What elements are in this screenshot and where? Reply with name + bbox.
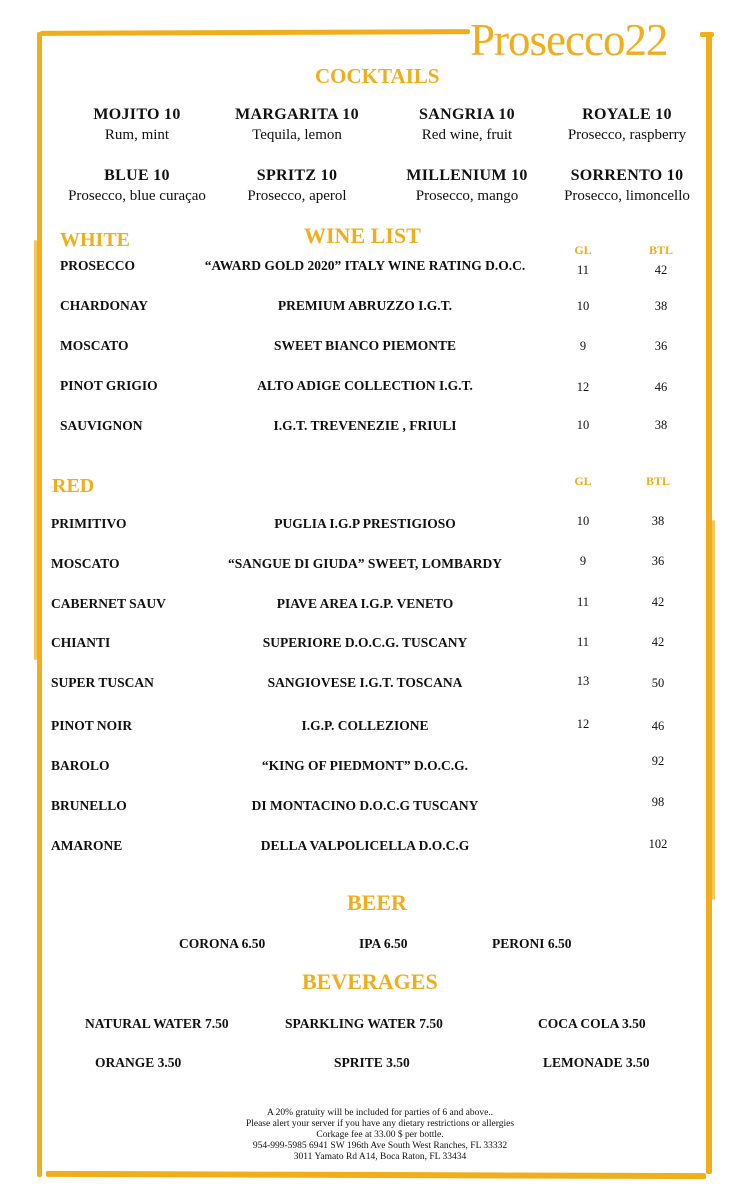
- beverage-item: NATURAL WATER 7.50: [85, 1016, 229, 1031]
- red-heading: RED: [52, 475, 95, 497]
- white-wine-name: PROSECCO: [60, 258, 136, 273]
- red-wine-btl: 102: [648, 837, 668, 851]
- white-wine-desc: “AWARD GOLD 2020” ITALY WINE RATING D.O.C.: [204, 258, 526, 273]
- red-wine-btl: 98: [651, 795, 665, 809]
- frame-top-stroke: [40, 29, 470, 36]
- cocktail-desc: Red wine, fruit: [421, 127, 513, 143]
- white-wine-desc: ALTO ADIGE COLLECTION I.G.T.: [257, 378, 473, 393]
- cocktail-desc: Prosecco, aperol: [247, 188, 347, 204]
- cocktail-name: SPRITZ 10: [256, 167, 338, 184]
- cocktail-item: [212, 104, 382, 146]
- white-btl-header: BTL: [648, 243, 673, 257]
- cocktail-name: MOJITO 10: [93, 106, 181, 123]
- red-wine-name: CHIANTI: [51, 635, 111, 650]
- footer-line: Corkage fee at 33.00 $ per bottle.: [316, 1130, 444, 1140]
- white-wine-name: CHARDONAY: [60, 298, 149, 313]
- footer-line: A 20% gratuity will be included for parties of 6 and above..: [266, 1108, 494, 1118]
- cocktail-name: SANGRIA 10: [419, 106, 515, 123]
- beverage-item: COCA COLA 3.50: [538, 1016, 646, 1031]
- cocktail-name: SORRENTO 10: [570, 167, 684, 184]
- beverages-heading: BEVERAGES: [302, 969, 438, 994]
- footer-line: Please alert your server if you have any dietary restrictions or allergies: [245, 1119, 515, 1129]
- beer-heading: BEER: [347, 890, 407, 915]
- cocktail-name: MILLENIUM 10: [406, 167, 528, 184]
- red-wine-name: PINOT NOIR: [51, 718, 133, 733]
- beverage-item: ORANGE 3.50: [95, 1055, 182, 1070]
- cocktail-desc: Tequila, lemon: [252, 127, 342, 143]
- red-wine-btl: 42: [651, 635, 665, 649]
- frame-left-stroke: [37, 32, 42, 1177]
- red-wine-gl: 12: [576, 717, 590, 731]
- cocktail-item: [382, 165, 552, 207]
- red-wine-desc: DELLA VALPOLICELLA D.O.C.G: [260, 838, 470, 853]
- red-wine-name: BAROLO: [51, 758, 110, 773]
- red-wine-desc: SANGIOVESE I.G.T. TOSCANA: [267, 675, 463, 690]
- cocktail-desc: Rum, mint: [104, 127, 170, 143]
- beverage-item: SPRITE 3.50: [334, 1055, 410, 1070]
- wine-list-heading: WINE LIST: [304, 223, 421, 248]
- white-wine-name: MOSCATO: [60, 338, 129, 353]
- cocktail-name: BLUE 10: [104, 167, 170, 184]
- cocktail-item: [382, 104, 552, 146]
- frame-right-accent: [712, 520, 715, 900]
- red-wine-gl: 9: [579, 554, 587, 568]
- red-wine-desc: DI MONTACINO D.O.C.G TUSCANY: [251, 798, 479, 813]
- red-wine-name: MOSCATO: [51, 556, 120, 571]
- beer-item: PERONI 6.50: [492, 936, 572, 951]
- red-wine-name: PRIMITIVO: [51, 516, 127, 531]
- white-wine-btl: 36: [654, 339, 668, 353]
- red-wine-desc: SUPERIORE D.O.C.G. TUSCANY: [262, 635, 468, 650]
- cocktail-name: ROYALE 10: [582, 106, 672, 123]
- cocktail-item: [542, 165, 712, 207]
- beer-item: CORONA 6.50: [179, 936, 266, 951]
- cocktail-name: MARGARITA 10: [235, 106, 359, 123]
- footer-line: 954-999-5985 6941 SW 196th Ave South West Ranches, FL 33332: [252, 1141, 508, 1151]
- red-wine-btl: 42: [651, 595, 665, 609]
- red-wine-gl: 10: [576, 514, 590, 528]
- white-wine-btl: 42: [654, 263, 668, 277]
- red-wine-desc: PUGLIA I.G.P PRESTIGIOSO: [274, 516, 456, 531]
- brand-logo: Prosecco22: [470, 15, 668, 65]
- white-wine-desc: SWEET BIANCO PIEMONTE: [273, 338, 457, 353]
- white-wine-gl: 11: [576, 263, 590, 277]
- white-wine-btl: 38: [654, 418, 668, 432]
- red-wine-name: CABERNET SAUV: [51, 596, 166, 611]
- beer-item: IPA 6.50: [359, 936, 408, 951]
- white-wine-btl: 38: [654, 299, 668, 313]
- white-wine-gl: 10: [576, 299, 590, 313]
- cocktail-item: [52, 104, 222, 146]
- cocktail-item: [212, 165, 382, 207]
- red-gl-header: GL: [574, 474, 592, 488]
- white-heading: WHITE: [60, 229, 131, 251]
- red-wine-name: SUPER TUSCAN: [51, 675, 154, 690]
- beverage-item: SPARKLING WATER 7.50: [285, 1016, 443, 1031]
- cocktails-heading: COCKTAILS: [315, 64, 440, 88]
- footer-line: 3011 Yamato Rd A14, Boca Raton, FL 33434: [293, 1152, 467, 1162]
- white-wine-name: PINOT GRIGIO: [60, 378, 158, 393]
- frame-bottom-stroke: [46, 1171, 706, 1179]
- white-wine-gl: 10: [576, 418, 590, 432]
- red-wine-gl: 11: [576, 595, 590, 609]
- white-wine-gl: 9: [579, 339, 587, 353]
- red-wine-name: AMARONE: [51, 838, 123, 853]
- red-wine-desc: “KING OF PIEDMONT” D.O.C.G.: [261, 758, 469, 773]
- red-wine-btl: 38: [651, 514, 665, 528]
- white-wine-btl: 46: [654, 380, 668, 394]
- cocktail-item: [52, 165, 222, 207]
- frame-left-accent: [34, 240, 37, 660]
- white-gl-header: GL: [574, 243, 592, 257]
- red-wine-gl: 13: [576, 674, 590, 688]
- white-wine-name: SAUVIGNON: [60, 418, 143, 433]
- red-wine-gl: 11: [576, 635, 590, 649]
- red-wine-btl: 46: [651, 719, 665, 733]
- white-wine-gl: 12: [576, 380, 590, 394]
- white-wine-desc: I.G.T. TREVENEZIE , FRIULI: [273, 418, 457, 433]
- beverage-item: LEMONADE 3.50: [543, 1055, 650, 1070]
- cocktail-desc: Prosecco, limoncello: [564, 188, 690, 204]
- cocktail-desc: Prosecco, raspberry: [567, 127, 687, 143]
- footer-notes: [150, 1108, 610, 1163]
- red-wine-btl: 50: [651, 676, 665, 690]
- white-wine-desc: PREMIUM ABRUZZO I.G.T.: [277, 298, 453, 313]
- cocktail-desc: Prosecco, blue curaçao: [68, 188, 206, 204]
- red-wine-btl: 92: [651, 754, 665, 768]
- red-wine-desc: I.G.P. COLLEZIONE: [301, 718, 429, 733]
- red-wine-desc: PIAVE AREA I.G.P. VENETO: [276, 596, 454, 611]
- red-wine-btl: 36: [651, 554, 665, 568]
- cocktail-desc: Prosecco, mango: [415, 188, 519, 204]
- red-wine-name: BRUNELLO: [51, 798, 127, 813]
- red-btl-header: BTL: [645, 474, 670, 488]
- red-wine-desc: “SANGUE DI GIUDA” SWEET, LOMBARDY: [228, 556, 502, 571]
- cocktail-item: [542, 104, 712, 146]
